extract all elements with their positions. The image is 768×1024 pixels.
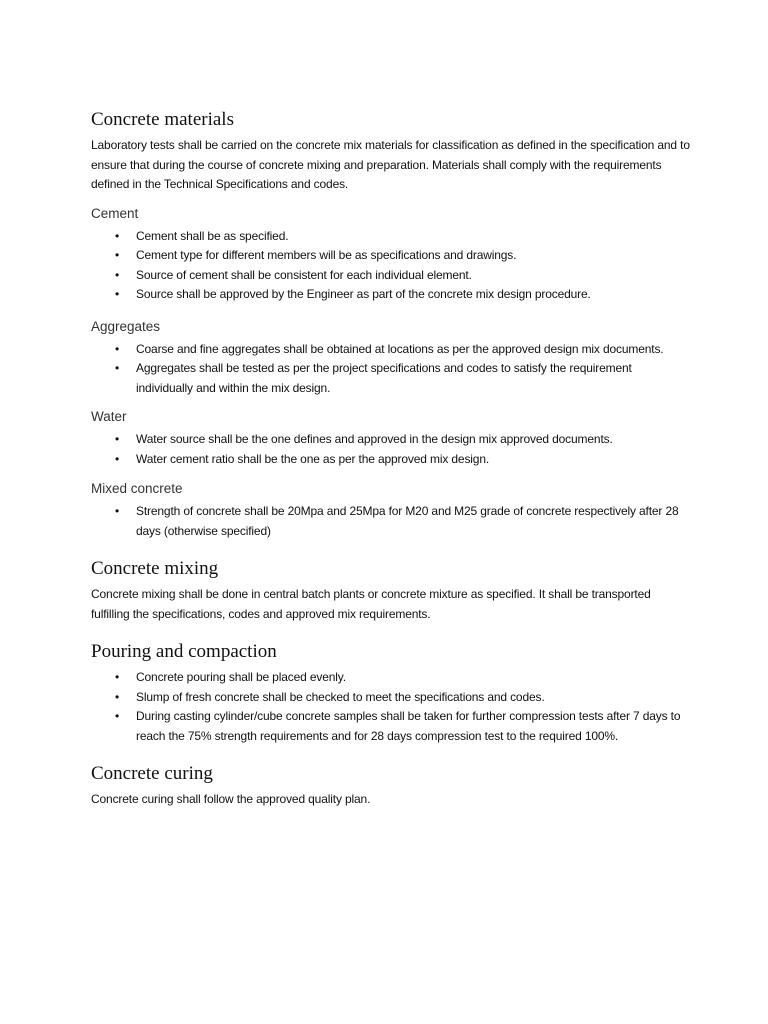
water-list — [91, 430, 691, 469]
subheading-mixed-concrete: Mixed concrete — [91, 481, 183, 496]
bullet-icon: • — [115, 228, 120, 243]
list-item: • Source of cement shall be consistent for each individual element. — [91, 266, 691, 286]
bullet-icon: • — [115, 267, 120, 282]
list-item: • Strength of concrete shall be 20Mpa and 25Mpa for M20 and M25 grade of concrete respectively after 28 days (otherwise specified) — [115, 504, 679, 538]
bullet-icon: • — [115, 361, 120, 375]
list-item: • Cement type for different members will be as specifications and drawings. — [91, 246, 691, 266]
pouring-list — [91, 668, 691, 746]
bullet-icon: • — [115, 670, 120, 684]
bullet-icon: • — [115, 689, 120, 704]
bullet-icon: • — [115, 432, 120, 446]
bullet-icon: • — [115, 341, 120, 356]
bullet-icon: • — [115, 709, 120, 723]
materials-intro: Laboratory tests shall be carried on the concrete mix materials for classification as defined in the specification and to ensure that during the course of concrete mixing and preparation. Materials shall comply with the requirements defined in the Technical Specifications and codes. — [91, 138, 690, 191]
list-item: • During casting cylinder/cube concrete samples shall be taken for further compression tests after 7 days to reach the 75% strength requirements and for 28 days compression test to the required 100%. — [115, 709, 681, 743]
bullet-icon: • — [115, 248, 120, 262]
cement-list — [91, 227, 691, 305]
list-item: • Aggregates shall be tested as per the project specifications and codes to satisfy the requirement individually and within the mix design. — [115, 361, 632, 395]
curing-body: Concrete curing shall follow the approved quality plan. — [91, 792, 371, 806]
aggregates-list — [91, 340, 691, 399]
list-item: • Water cement ratio shall be the one as per the approved mix design. — [91, 450, 691, 470]
list-item: • Concrete pouring shall be placed evenly. — [91, 668, 691, 688]
subheading-cement: Cement — [91, 205, 139, 221]
list-item: • Cement shall be as specified. — [91, 227, 691, 247]
document-content — [91, 108, 691, 810]
mixed-concrete-list — [91, 502, 691, 541]
subheading-water: Water — [91, 409, 127, 424]
subheading-aggregates: Aggregates — [91, 318, 161, 334]
list-item: • Coarse and fine aggregates shall be obtained at locations as per the approved design mix documents. — [91, 340, 691, 360]
list-item: • Source shall be approved by the Engineer as part of the concrete mix design procedure. — [91, 285, 691, 305]
list-item: • Slump of fresh concrete shall be checked to meet the specifications and codes. — [91, 688, 691, 708]
mixing-body: Concrete mixing shall be done in central batch plants or concrete mixture as specified. It shall be transported fulfilling the specifications, codes and approved mix requirements. — [91, 587, 651, 621]
bullet-icon: • — [115, 451, 120, 466]
bullet-icon: • — [115, 504, 120, 518]
bullet-icon: • — [115, 287, 120, 301]
heading-pouring-and-compaction: Pouring and compaction — [91, 641, 277, 662]
heading-concrete-curing: Concrete curing — [91, 763, 213, 784]
heading-concrete-materials: Concrete materials — [91, 109, 234, 130]
list-item: • Water source shall be the one defines and approved in the design mix approved documents. — [91, 430, 691, 450]
heading-concrete-mixing: Concrete mixing — [91, 558, 219, 579]
